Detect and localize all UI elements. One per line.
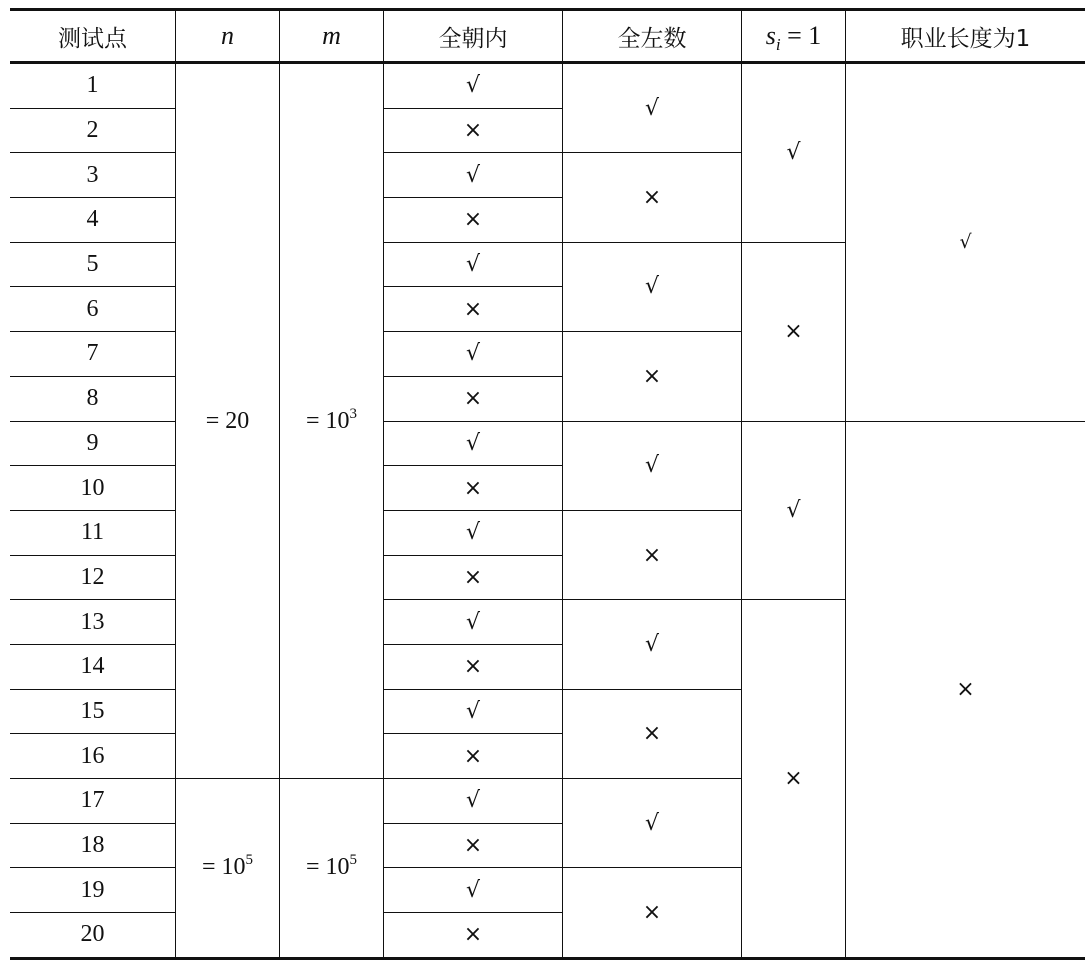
si-mark: × [742,600,846,959]
header-m: m [280,10,384,63]
all-inward-mark: × [384,734,563,779]
all-inward-mark: √ [384,332,563,377]
header-row [10,10,1085,63]
si-mark: √ [742,63,846,243]
test-point-id: 1 [86,72,99,99]
all-left-mark: √ [563,421,742,510]
all-inward-mark: × [384,823,563,868]
test-point-id: 18 [10,823,176,868]
m-exponent: 3 [349,405,358,422]
m-value-cell [280,63,384,779]
test-point-id: 20 [10,913,176,959]
job-length-mark: × [846,421,1086,958]
all-inward-mark: √ [384,868,563,913]
all-left-mark: × [563,510,742,599]
n-value-cell [176,63,280,779]
test-point-id: 19 [10,868,176,913]
all-left-mark: √ [563,242,742,331]
all-inward-mark: × [384,466,563,511]
test-point-id: 13 [10,600,176,645]
m-exponent: 5 [349,852,358,869]
all-left-mark: √ [563,779,742,868]
test-point-id: 4 [10,198,176,243]
test-point-id: 10 [10,466,176,511]
header-si-sub: i [775,35,781,54]
m-prefix: = [305,854,326,881]
header-job-length-1: 职业长度为1 [846,10,1086,63]
m-base: 10 [325,854,350,881]
test-point-id: 9 [10,421,176,466]
test-point-id: 17 [10,779,176,824]
all-inward-mark: √ [384,510,563,555]
header-n: n [176,10,280,63]
all-inward-mark: √ [384,421,563,466]
all-inward-mark: × [384,913,563,959]
all-inward-mark: × [384,198,563,243]
test-point-id: 2 [10,108,176,153]
test-point-table [10,8,1085,960]
all-inward-mark: √ [384,779,563,824]
all-inward-mark: √ [384,153,563,198]
table-row [10,421,1085,466]
header-all-inward: 全朝内 [384,10,563,63]
all-inward-mark: × [384,555,563,600]
header-si-eq: = 1 [780,21,822,50]
test-point-id: 16 [10,734,176,779]
table-row [10,63,1085,109]
n-prefix: = [201,854,222,881]
header-si-equals-1 [742,10,846,63]
test-point-id: 15 [10,689,176,734]
test-point-id: 14 [10,644,176,689]
n-base: 20 [225,407,250,434]
all-inward-mark: × [384,376,563,421]
si-mark: √ [742,421,846,600]
all-inward-mark: √ [384,600,563,645]
all-left-mark: √ [563,600,742,689]
n-prefix: = [205,407,226,434]
m-value-cell [280,779,384,959]
all-inward-mark: × [384,287,563,332]
test-point-table-container [10,8,1085,960]
test-point-id: 12 [10,555,176,600]
all-left-mark: × [563,689,742,778]
job-length-mark: √ [846,63,1086,422]
header-all-left: 全左数 [563,10,742,63]
all-left-mark: × [563,868,742,958]
n-base: 10 [221,854,246,881]
test-point-id: 6 [10,287,176,332]
test-point-id: 11 [10,510,176,555]
all-left-mark: × [563,153,742,242]
n-value-cell [176,779,280,959]
all-left-mark: √ [563,63,742,153]
test-point-id: 3 [10,153,176,198]
test-point-id: 8 [10,376,176,421]
m-base: 10 [325,407,350,434]
all-left-mark: × [563,332,742,421]
all-inward-mark: √ [384,63,563,109]
si-mark: × [742,242,846,421]
m-prefix: = [305,407,326,434]
header-test-point: 测试点 [10,10,176,63]
test-point-id: 7 [10,332,176,377]
table-body [10,63,1085,959]
all-inward-mark: √ [384,242,563,287]
test-point-id: 5 [10,242,176,287]
all-inward-mark: × [384,644,563,689]
n-exponent: 5 [245,852,254,869]
header-si-var: s [765,21,776,50]
all-inward-mark: × [384,108,563,153]
all-inward-mark: √ [384,689,563,734]
